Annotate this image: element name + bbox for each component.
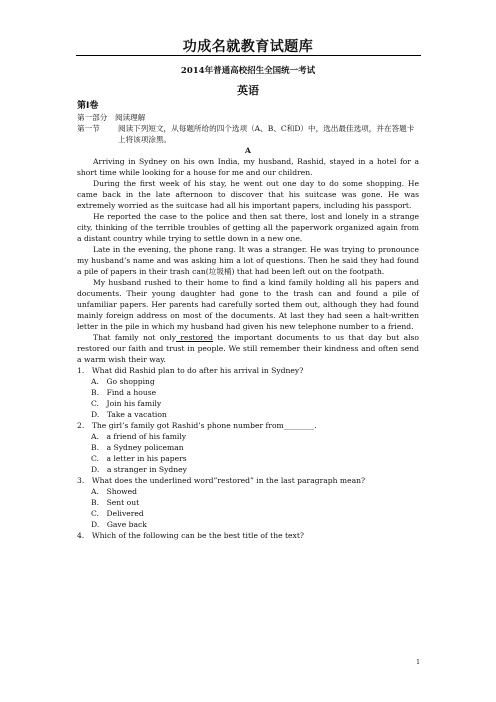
section-label: 第一节 (77, 124, 100, 133)
page-number: 1 (416, 659, 420, 666)
passage-letter: A (245, 146, 251, 155)
answer-option: D. Take a vacation (91, 410, 167, 419)
volume-heading: 第Ⅰ卷 (77, 101, 99, 111)
question-stem: 3. What does the underlined word”restored” in the last paragraph mean? (77, 476, 366, 485)
header-rule (76, 55, 421, 56)
paragraph: Late in the evening, the phone rang. It was a stranger. He was trying to pronounce my husband’s name and was asking him a lot of questions. Then he said they had found a pile of papers in their trash can(垃圾桶) that had been left out on the footpath. (77, 245, 419, 276)
paragraph: During the first week of his stay, he went out one day to do some shopping. He came back in the late afternoon to discover that his suitcase was gone. He was extremely worried as the suitcase had all his important papers, including his passport. (77, 179, 419, 210)
document-header: 功成名就教育试题库 (182, 39, 314, 55)
paragraph-text: That family not only (93, 333, 177, 342)
answer-option: D. Gave back (91, 520, 147, 529)
answer-option: C. Delivered (91, 509, 144, 518)
document-body (77, 100, 419, 541)
paragraph-text: the important documents to us that day but also restored our faith and trust in people. We still remember their kindness and often send a warm wish their way. (77, 333, 419, 364)
section-instructions (77, 123, 419, 145)
answer-option: B. a Sydney policeman (91, 443, 184, 452)
paragraph: He reported the case to the police and then sat there, lost and lonely in a strange city, thinking of the terrible troubles of getting all the paperwork organized again from a distant country while trying to settle down in a new one. (77, 212, 419, 243)
answer-option: B. Find a house (91, 388, 157, 397)
exam-title: 2014年普通高校招生全国统一考试 (180, 66, 316, 76)
answer-option: D. a stranger in Sydney (91, 465, 187, 474)
question-stem: 2. The girl’s family got Rashid’s phone number from________. (77, 421, 317, 430)
underlined-word: restored (176, 333, 214, 342)
question-stem: 1. What did Rashid plan to do after his arrival in Sydney? (77, 366, 304, 375)
subject-title: 英语 (237, 84, 259, 97)
answer-option: A. a friend of his family (91, 432, 187, 441)
question-stem: 4. Which of the following can be the best title of the text? (77, 531, 304, 540)
section-text: 阅读下列短文，从每题所给的四个选项（A、B、C和D）中，选出最佳选项，并在答题卡上将该项涂黑。 (118, 124, 415, 144)
answer-option: A. Go shopping (91, 377, 155, 386)
answer-option: C. a letter in his papers (91, 454, 187, 463)
paragraph-last (77, 332, 419, 365)
paragraph: Arriving in Sydney on his own India, my husband, Rashid, stayed in a hotel for a short time while looking for a house for me and our children. (77, 157, 419, 177)
question (77, 475, 419, 530)
paragraph: My husband rushed to their home to find a kind family holding all his papers and documents. Their young daughter had gone to the trash can and found a pile of unfamiliar papers. Her parents had carefully sorted them out, although they had found mainly foreign address on most of the documents. At last they had seen a halt-written letter in the pile in which my husband had given his new telephone number to a friend. (77, 278, 419, 331)
part-heading: 第一部分 阅读理解 (77, 113, 146, 122)
answer-option: C. Join his family (91, 399, 162, 408)
answer-option: A. Showed (91, 487, 138, 496)
question (77, 530, 419, 541)
question (77, 365, 419, 420)
question (77, 420, 419, 475)
answer-option: B. Sent out (91, 498, 140, 507)
